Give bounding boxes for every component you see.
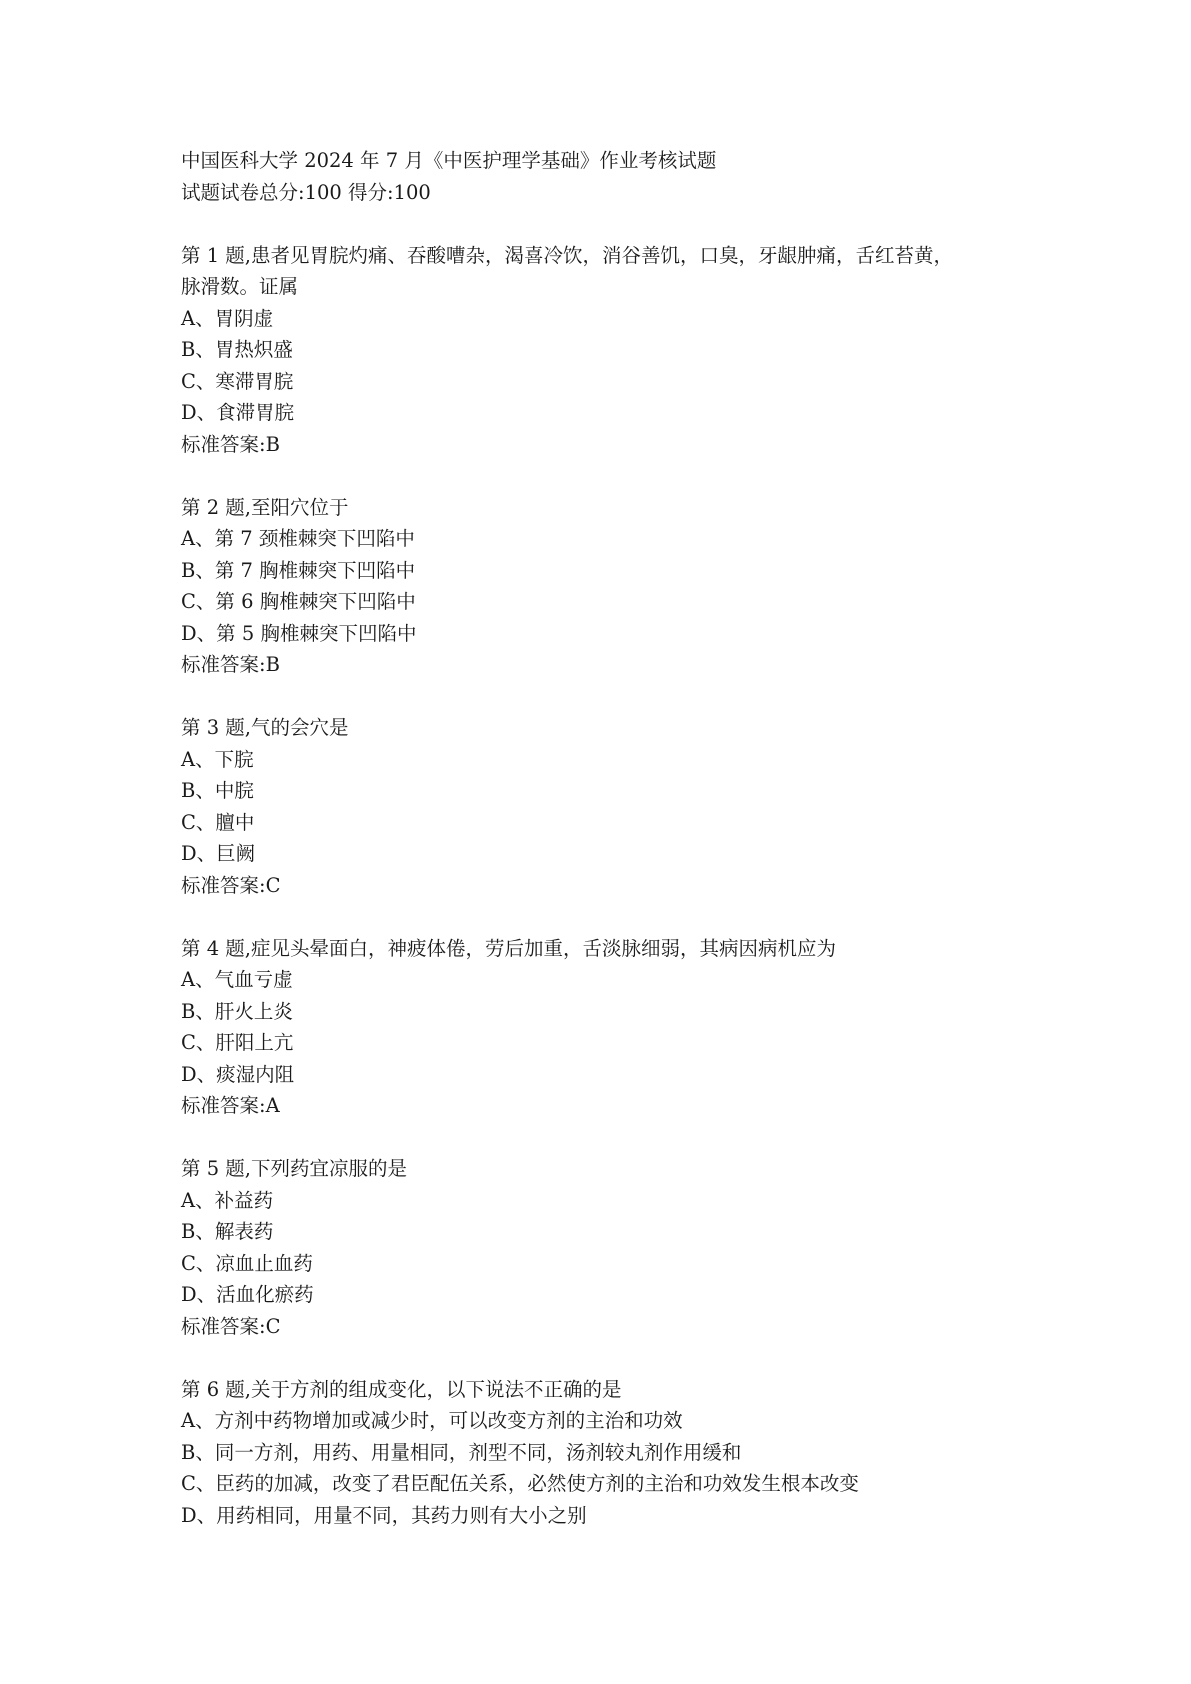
option-b: B、胃热炽盛 bbox=[181, 338, 293, 361]
option-b: B、同一方剂，用药、用量相同，剂型不同，汤剂较丸剂作用缓和 bbox=[181, 1440, 742, 1464]
question-stem: 第 2 题,至阳穴位于 bbox=[181, 495, 349, 519]
option-d: D、活血化瘀药 bbox=[181, 1283, 314, 1306]
option-b: B、第 7 胸椎棘突下凹陷中 bbox=[181, 558, 416, 582]
standard-answer: 标准答案:C bbox=[181, 873, 281, 897]
question-3 bbox=[181, 712, 1061, 901]
option-c: C、膻中 bbox=[181, 810, 255, 834]
option-b: B、解表药 bbox=[181, 1220, 274, 1243]
standard-answer: 标准答案:B bbox=[181, 432, 280, 456]
standard-answer: 标准答案:B bbox=[181, 653, 280, 676]
question-stem: 第 3 题,气的会穴是 bbox=[181, 716, 349, 739]
score-line: 试题试卷总分:100 得分:100 bbox=[181, 180, 431, 204]
standard-answer: 标准答案:C bbox=[181, 1314, 281, 1338]
option-c: C、第 6 胸椎棘突下凹陷中 bbox=[181, 590, 416, 613]
question-1 bbox=[181, 240, 1061, 461]
question-stem: 第 5 题,下列药宜凉服的是 bbox=[181, 1157, 408, 1180]
option-c: C、寒滞胃脘 bbox=[181, 369, 294, 393]
document-title: 中国医科大学 2024 年 7 月《中医护理学基础》作业考核试题 bbox=[181, 149, 717, 172]
option-b: B、肝火上炎 bbox=[181, 999, 293, 1023]
option-d: D、食滞胃脘 bbox=[181, 401, 295, 424]
option-a: A、补益药 bbox=[181, 1188, 274, 1212]
option-d: D、用药相同，用量不同，其药力则有大小之别 bbox=[181, 1503, 587, 1527]
option-a: A、第 7 颈椎棘突下凹陷中 bbox=[181, 527, 415, 550]
question-6 bbox=[181, 1374, 1061, 1532]
question-stem: 第 1 题,患者见胃脘灼痛、吞酸嘈杂，渴喜冷饮，消谷善饥，口臭，牙龈肿痛，舌红苔黄， bbox=[181, 243, 954, 267]
option-c: C、肝阳上亢 bbox=[181, 1031, 294, 1054]
question-stem: 第 4 题,症见头晕面白，神疲体倦，劳后加重，舌淡脉细弱，其病因病机应为 bbox=[181, 936, 837, 960]
question-4 bbox=[181, 933, 1061, 1122]
option-a: A、胃阴虚 bbox=[181, 306, 274, 330]
option-a: A、气血亏虚 bbox=[181, 968, 293, 991]
question-5 bbox=[181, 1153, 1061, 1342]
option-d: D、第 5 胸椎棘突下凹陷中 bbox=[181, 621, 417, 645]
document-page bbox=[181, 145, 1061, 1531]
option-a: A、方剂中药物增加或减少时，可以改变方剂的主治和功效 bbox=[181, 1409, 683, 1432]
question-stem-continued: 脉滑数。证属 bbox=[181, 275, 299, 298]
standard-answer: 标准答案:A bbox=[181, 1094, 280, 1117]
option-a: A、下脘 bbox=[181, 747, 254, 771]
option-b: B、中脘 bbox=[181, 779, 254, 802]
option-c: C、臣药的加减，改变了君臣配伍关系，必然使方剂的主治和功效发生根本改变 bbox=[181, 1472, 859, 1495]
option-c: C、凉血止血药 bbox=[181, 1251, 313, 1275]
option-d: D、痰湿内阻 bbox=[181, 1062, 295, 1086]
question-stem: 第 6 题,关于方剂的组成变化，以下说法不正确的是 bbox=[181, 1377, 622, 1401]
question-2 bbox=[181, 492, 1061, 681]
option-d: D、巨阙 bbox=[181, 842, 256, 865]
